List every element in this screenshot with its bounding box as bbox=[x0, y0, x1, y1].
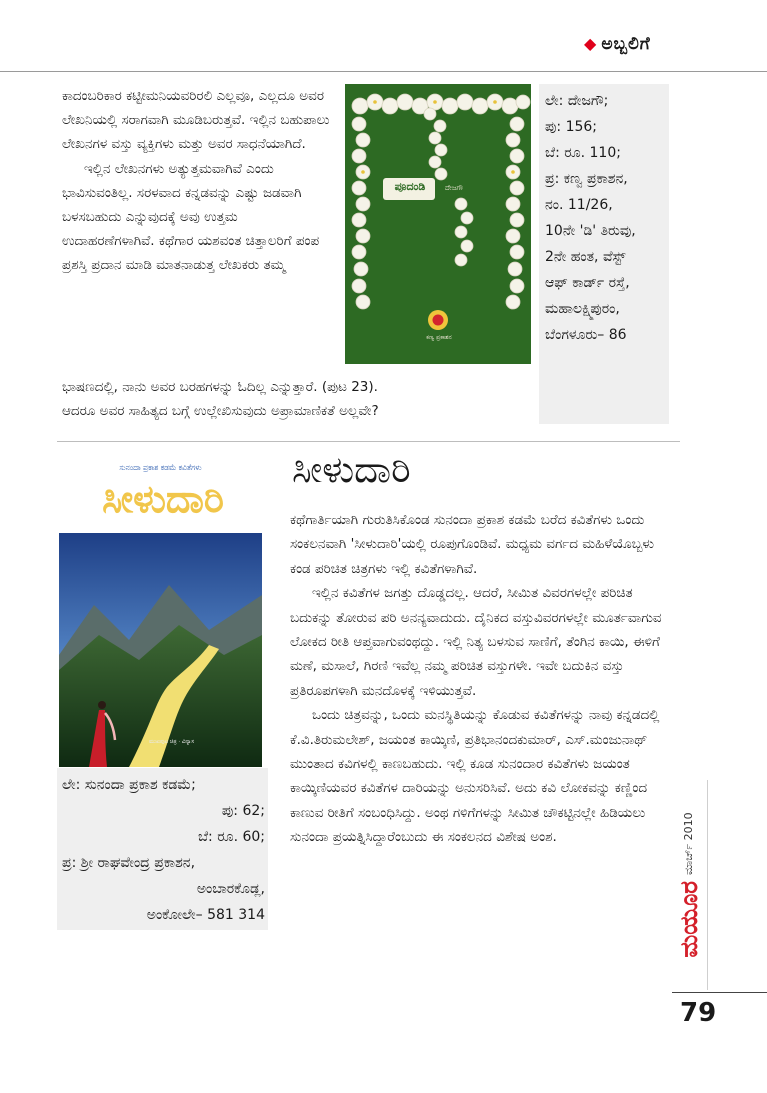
review1-body bbox=[62, 84, 334, 278]
page-number-rule bbox=[672, 992, 767, 993]
review2-body bbox=[290, 508, 663, 850]
book-cover-image bbox=[345, 84, 531, 364]
page-number: 79 bbox=[680, 998, 717, 1028]
review2-title: ಸೀಳುದಾರಿ bbox=[292, 448, 411, 491]
cover-author: ದೇಜಗೌ bbox=[445, 184, 463, 192]
detail-line: ಪು: 156; bbox=[545, 119, 598, 135]
detail-line: ಲೇ: ಸುನಂದಾ ಪ್ರಕಾಶ ಕಡಮೆ; bbox=[62, 777, 196, 793]
cover-publisher: ಕಣ್ವ ಪ್ರಕಾಶನ bbox=[426, 334, 452, 341]
cover-title: ಪೂದಂಡಿ bbox=[394, 180, 426, 193]
review2-paragraph: ಒಂದು ಚಿತ್ರವನ್ನು, ಒಂದು ಮನಸ್ಥಿತಿಯನ್ನು ಕೊಡುವ ಕವಿತೆಗಳನ್ನು ನಾವು ಕನ್ನಡದಲ್ಲಿ ಕೆ.ವಿ.ತಿರುಮಲೇಶ್, ಜಯಂತ ಕಾಯ್ಕಿಣಿ, ಪ್ರತಿಭಾನಂದಕುಮಾರ್, ಎಸ್.ಮಂಜುನಾಥ್ ಮುಂತಾದ ಕವಿಗಳಲ್ಲಿ ಕಾಣಬಹುದು. ಇಲ್ಲಿ ಕೂಡ ಸುನಂದಾರ ಕವಿತೆಗಳು ಜಯಂತ ಕಾಯ್ಕಿಣಿಯವರ ಕವಿತೆಗಳ ದಾರಿಯನ್ನು ಅನುಸರಿಸಿವೆ. ಅದು ಕವಿ ಲೋಕವನ್ನು ಕಣ್ಣಿಂದ ಕಾಣುವ ರೀತಿಗೆ ಸಂಬಂಧಿಸಿದ್ದು. ಅಂಥ ಗಳಿಗೆಗಳನ್ನು ಸೀಮಿತ ಚೌಕಟ್ಟಿನಲ್ಲೇ ಹಿಡಿಯಲು ಸುನಂದಾ ಪ್ರಯತ್ನಿಸಿದ್ದಾರೆಂಬುದು ಈ ಸಂಕಲನದ ವಿಶೇಷ ಅಂಶ. bbox=[290, 707, 660, 846]
flower-garland-illustration bbox=[345, 84, 531, 364]
review1-body-wide bbox=[62, 375, 537, 423]
header-rule bbox=[0, 71, 767, 72]
diamond-bullet-icon: ◆ bbox=[584, 34, 598, 53]
review1-paragraph: ಇಲ್ಲಿನ ಲೇಖನಗಳು ಅತ್ಯುತ್ತಮವಾಗಿವೆ ಎಂದು ಭಾವಿಸುವಂತಿಲ್ಲ. ಸರಳವಾದ ಕನ್ನಡವನ್ನು ಎಷ್ಟು ಜಡವಾಗಿ ಬಳಸಬಹುದು ಎನ್ನುವುದಕ್ಕೆ ಅವು ಉತ್ತಮ ಉದಾಹರಣೆಗಳಾಗಿವೆ. ಕಥೆಗಾರ ಯಶವಂತ ಚಿತ್ತಾಲರಿಗೆ ಪಂಪ ಪ್ರಶಸ್ತಿ ಪ್ರದಾನ ಮಾಡಿ ಮಾತನಾಡುತ್ತ ಲೇಖಕರು ತಮ್ಮ bbox=[62, 160, 320, 274]
magazine-name: ಮಯೂರ bbox=[675, 881, 703, 958]
review1-line: ಭಾಷಣದಲ್ಲಿ, ನಾನು ಅವರ ಬರಹಗಳನ್ನು ಓದಿಲ್ಲ ಎನ್ನುತ್ತಾರೆ. (ಪುಟ 23). bbox=[62, 379, 378, 395]
review1-line: ಆದರೂ ಅವರ ಸಾಹಿತ್ಯದ ಬಗ್ಗೆ ಉಲ್ಲೇಖಿಸುವುದು ಅಪ್ರಾಮಾಣಿಕತೆ ಅಲ್ಲವೇ? bbox=[62, 403, 379, 420]
section-divider bbox=[57, 441, 680, 442]
detail-line: 10ನೇ 'ಡಿ' ತಿರುವು, bbox=[545, 223, 636, 239]
review2-paragraph: ಇಲ್ಲಿನ ಕವಿತೆಗಳ ಜಗತ್ತು ದೊಡ್ಡದಲ್ಲ. ಆದರೆ, ಸೀಮಿತ ವಿವರಗಳಲ್ಲೇ ಪರಿಚಿತ ಬದುಕನ್ನು ತೋರುವ ಪರಿ ಅನನ್ಯವಾದುದು. ದೈನಿಕದ ವಸ್ತುವಿವರಗಳಲ್ಲೇ ಮೂರ್ತವಾಗುವ ಲೋಕದ ರೀತಿ ಆಪ್ತವಾಗುವಂಥದ್ದು. ಇಲ್ಲಿ ನಿತ್ಯ ಬಳಸುವ ಸಾಣಿಗೆ, ತೆಂಗಿನ ಕಾಯಿ, ಈಳಿಗೆ ಮಣೆ, ಮಸಾಲೆ, ಗಿರಣಿ ಇವೆಲ್ಲ ನಮ್ಮ ಪರಿಚಿತ ವಸ್ತುಗಳೇ. ಇವೇ ಬದುಕಿನ ವಸ್ತು ಪ್ರತಿರೂಪಗಳಾಗಿ ಮನದೊಳಕ್ಕೆ ಇಳಿಯುತ್ತವೆ. bbox=[290, 585, 662, 699]
detail-line: ಪು: 62; bbox=[221, 803, 265, 819]
detail-line: ಆಫ್ ಕಾರ್ಡ್ ರಸ್ತೆ, bbox=[545, 275, 630, 291]
review1-paragraph: ಕಾದಂಬರಿಕಾರ ಕಟ್ಟೀಮನಿಯವರಿರಲಿ ಎಲ್ಲವೂ, ಎಲ್ಲದೂ ಅವರ ಲೇಖನಿಯಲ್ಲಿ ಸರಾಗವಾಗಿ ಮೂಡಿಬರುತ್ತವೆ. ಇಲ್ಲಿನ ಬಹುಪಾಲು ಲೇಖನಗಳ ವಸ್ತು ವ್ಯಕ್ತಿಗಳು ಮತ್ತು ಅವರ ಸಾಧನೆಯಾಗಿದೆ. bbox=[62, 88, 330, 153]
review1-details bbox=[545, 88, 670, 348]
detail-line: ನಂ. 11/26, bbox=[545, 197, 613, 213]
detail-line: ಬೆಂಗಳೂರು– 86 bbox=[545, 327, 627, 343]
section-label: ◆ ಅಬ್ಬಲಿಗೆ bbox=[584, 34, 651, 54]
cover-title: ಸೀಳುದಾರಿ bbox=[102, 477, 224, 521]
review2-paragraph: ಕಥೆಗಾರ್ತಿಯಾಗಿ ಗುರುತಿಸಿಕೊಂಡ ಸುನಂದಾ ಪ್ರಕಾಶ ಕಡಮೆ ಬರೆದ ಕವಿತೆಗಳು ಒಂದು ಸಂಕಲನವಾಗಿ 'ಸೀಳುದಾರಿ'ಯಲ್ಲಿ ರೂಪುಗೊಂಡಿವೆ. ಮಧ್ಯಮ ವರ್ಗದ ಮಹಿಳೆಯೊಬ್ಬಳು ಕಂಡ ಪರಿಚಿತ ಚಿತ್ರಗಳು ಇಲ್ಲಿ ಕವಿತೆಗಳಾಗಿವೆ. bbox=[290, 512, 655, 577]
cover-series: ಸುನಂದಾ ಪ್ರಕಾಶ ಕಡಮೆ ಕವಿತೆಗಳು bbox=[119, 463, 202, 472]
detail-line: ಪ್ರ: ಕಣ್ವ ಪ್ರಕಾಶನ, bbox=[545, 171, 628, 187]
detail-line: ಮಹಾಲಕ್ಷ್ಮಿಪುರಂ, bbox=[545, 301, 620, 317]
detail-line: ಬೆ: ರೂ. 110; bbox=[545, 145, 621, 161]
detail-line: ಲೇ: ದೇಜಗೌ; bbox=[545, 93, 609, 109]
margin-rule bbox=[707, 780, 708, 990]
magazine-masthead bbox=[672, 780, 706, 990]
book-cover-image bbox=[59, 455, 262, 767]
detail-line: ಅಂಬಾರಕೊಡ್ಲ, bbox=[196, 881, 265, 897]
magazine-issue: ಮಾರ್ಚ್ 2010 bbox=[682, 812, 695, 876]
detail-line: 2ನೇ ಹಂತ, ವೆಸ್ಟ್ bbox=[545, 249, 626, 265]
review2-details bbox=[62, 772, 265, 928]
cover-credits: ಮುಖಪುಟ ಚಿತ್ರ · ವಿನ್ಯಾಸ bbox=[149, 739, 195, 745]
detail-line: ಬೆ: ರೂ. 60; bbox=[197, 829, 265, 845]
detail-line: ಅಂಕೋಲೇ– 581 314 bbox=[146, 907, 265, 923]
detail-line: ಪ್ರ: ಶ್ರೀ ರಾಘವೇಂದ್ರ ಪ್ರಕಾಶನ, bbox=[62, 855, 196, 871]
